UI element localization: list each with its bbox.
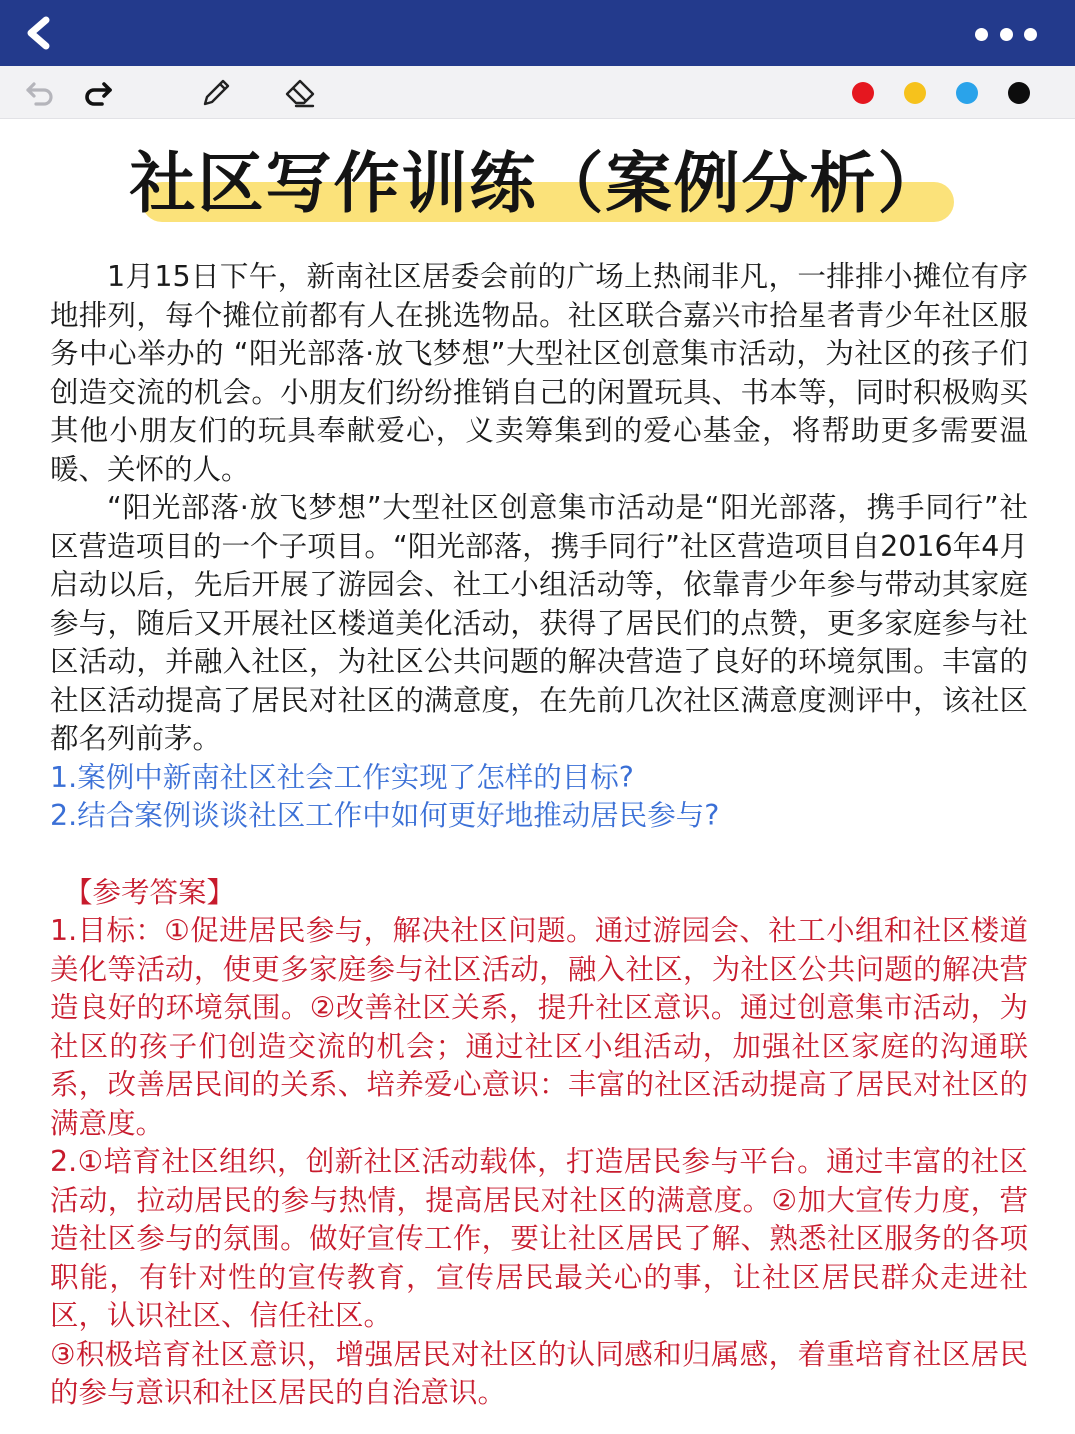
undo-icon (22, 74, 58, 110)
title-banner (0, 138, 1075, 234)
more-dots-icon (975, 28, 988, 41)
document-body (50, 258, 1028, 1413)
pencil-tool-button[interactable] (198, 74, 234, 110)
case-paragraph: “阳光部落·放飞梦想”大型社区创意集市活动是“阳光部落，携手同行”社区营造项目的一个子项目。“阳光部落，携手同行”社区营造项目自2016年4月启动以后，先后开展了游园会、社工小组活动等，依靠青少年参与带动其家庭参与，随后又开展社区楼道美化活动，获得了居民们的点赞，更多家庭参与社区活动，并融入社区，为社区公共问题的解决营造了良好的环境氛围。丰富的社区活动提高了居民对社区的满意度，在先前几次社区满意度测评中，该社区都名列前茅。 (50, 491, 1028, 755)
color-swatch-black[interactable] (1008, 82, 1030, 104)
page-title: 社区写作训练（案例分析） (129, 145, 946, 222)
answer-heading: 【参考答案】 (64, 875, 236, 909)
case-paragraph: 1月15日下午，新南社区居委会前的广场上热闹非凡，一排排小摊位有序地排列，每个摊位前都有人在挑选物品。社区联合嘉兴市拾星者青少年社区服务中心举办的 “阳光部落·放飞梦想”大型社区创意集市活动，为社区的孩子们创造交流的机会。小朋友们纷纷推销自己的闲置玩具、书本等，同时积极购买其他小朋友们的玩具奉献爱心，义卖筹集到的爱心基金，将帮助更多需要温暖、关怀的人。 (50, 260, 1028, 486)
undo-button[interactable] (22, 74, 58, 110)
question-item: 1.案例中新南社区社会工作实现了怎样的目标? (50, 760, 634, 794)
back-button[interactable] (18, 12, 60, 54)
more-dots-icon (1000, 28, 1013, 41)
eraser-tool-button[interactable] (282, 74, 318, 110)
answer-item: 2.①培育社区组织，创新社区活动载体，打造居民参与平台。通过丰富的社区活动，拉动居民的参与热情，提高居民对社区的满意度。②加大宣传力度，营造社区参与的氛围。做好宣传工作，要让社区居民了解、熟悉社区服务的各项职能，有针对性的宣传教育，宣传居民最关心的事，让社区居民群众走进社区，认识社区、信任社区。 (50, 1145, 1028, 1332)
answer-item: 1.目标：①促进居民参与，解决社区问题。通过游园会、社工小组和社区楼道美化等活动，使更多家庭参与社区活动，融入社区，为社区公共问题的解决营造良好的环境氛围。②改善社区关系，提升社区意识。通过创意集市活动，为社区的孩子们创造交流的机会；通过社区小组活动，加强社区家庭的沟通联系，改善居民间的关系、培养爱心意识：丰富的社区活动提高了居民对社区的满意度。 (50, 914, 1028, 1140)
spacer (50, 836, 1028, 874)
eraser-icon (282, 74, 318, 110)
redo-icon (80, 74, 116, 110)
redo-button[interactable] (80, 74, 116, 110)
color-swatch-blue[interactable] (956, 82, 978, 104)
more-dots-icon (1024, 28, 1037, 41)
chevron-left-icon (18, 12, 60, 54)
answer-item: ③积极培育社区意识，增强居民对社区的认同感和归属感，着重培育社区居民的参与意识和社区居民的自治意识。 (50, 1337, 1028, 1409)
color-swatch-yellow[interactable] (904, 82, 926, 104)
question-item: 2.结合案例谈谈社区工作中如何更好地推动居民参与? (50, 799, 720, 832)
top-nav-bar (0, 0, 1075, 66)
pencil-icon (198, 74, 234, 110)
more-options-button[interactable] (975, 26, 1037, 42)
color-swatch-red[interactable] (852, 82, 874, 104)
